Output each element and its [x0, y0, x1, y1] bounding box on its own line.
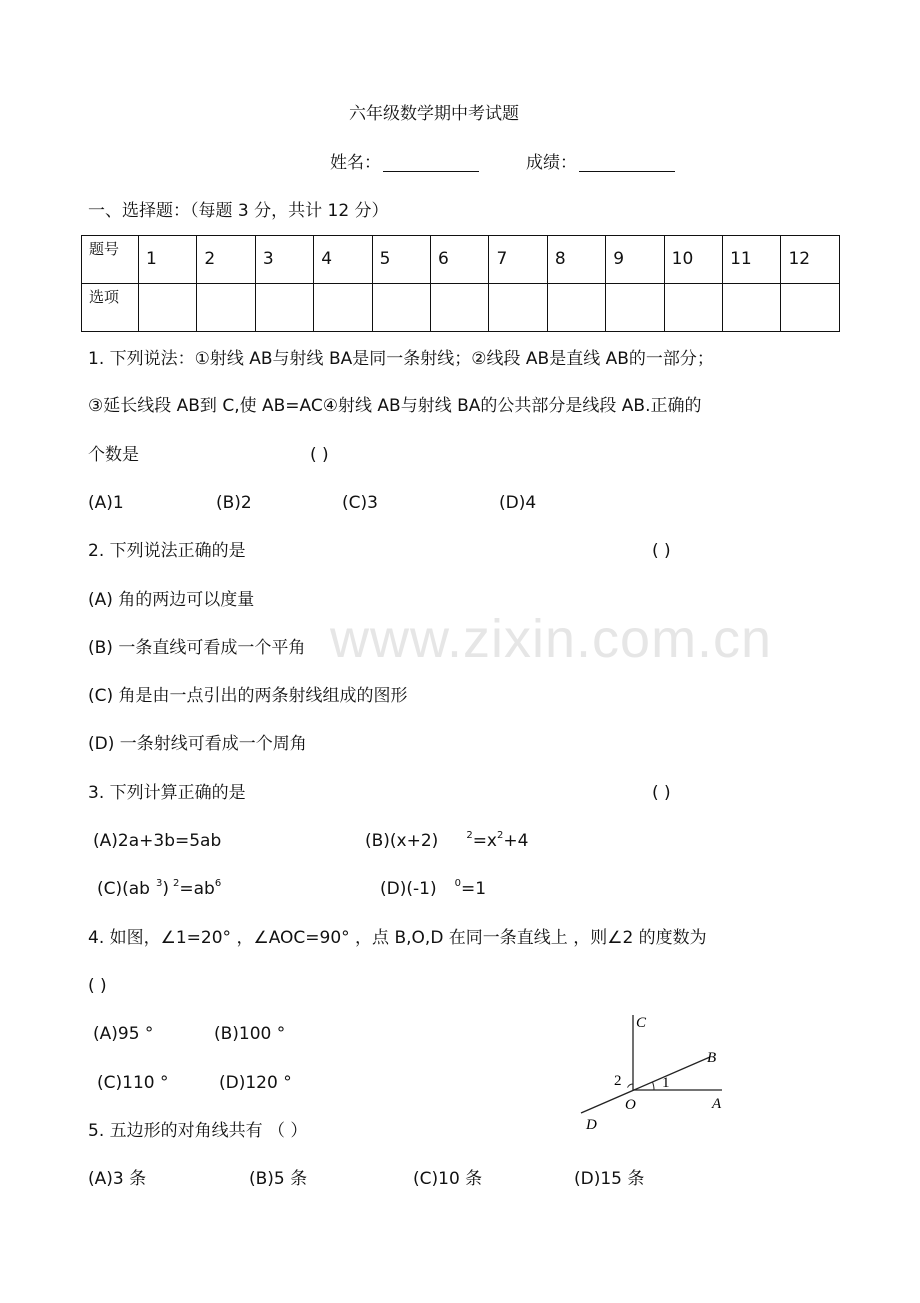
q1-option-d: (D)4: [499, 493, 537, 513]
q2-option-a: (A) 角的两边可以度量: [88, 590, 255, 610]
q4-line1: 4. 如图，∠1=20° ，∠AOC=90° ，点 B,O,D 在同一条直线上 ，则∠2 的度数为: [88, 928, 707, 948]
question-number-cell: 9: [606, 236, 664, 284]
q3-stem: 3. 下列计算正确的是: [88, 783, 246, 803]
q3-option-c-base: (C)(ab: [97, 879, 150, 899]
q3-option-c-exp2: 2: [173, 878, 180, 889]
line-bd: [581, 1057, 710, 1113]
q1-option-b: (B)2: [216, 493, 252, 513]
table-row: [82, 284, 840, 332]
q2-option-d: (D) 一条射线可看成一个周角: [88, 734, 307, 754]
answer-cell[interactable]: [197, 284, 255, 332]
score-label: 成绩：: [526, 153, 577, 173]
question-number-cell: 10: [664, 236, 722, 284]
question-number-cell: 12: [781, 236, 840, 284]
q3-option-a: (A)2a+3b=5ab: [93, 831, 222, 851]
answer-cell[interactable]: [781, 284, 840, 332]
answer-cell[interactable]: [255, 284, 313, 332]
question-number-cell: 7: [489, 236, 547, 284]
label-d: D: [586, 1117, 597, 1133]
q3-option-d-base: (D)(-1): [380, 879, 437, 899]
q3-option-c-exp1: 3: [155, 878, 163, 889]
question-number-cell: 3: [255, 236, 313, 284]
q3-option-b: [365, 830, 529, 851]
answer-cell[interactable]: [314, 284, 372, 332]
q1-answer-paren: ( ): [310, 445, 329, 465]
answer-cell[interactable]: [547, 284, 605, 332]
q4-answer-paren: ( ): [88, 976, 107, 996]
q5-stem: 5. 五边形的对角线共有 （ ）: [88, 1121, 308, 1141]
name-label: 姓名：: [330, 153, 381, 173]
label-angle-1: 1: [662, 1075, 670, 1091]
q3-option-b-exp2: 2: [497, 830, 504, 841]
q1-line2: ③延长线段 AB到 C,使 AB=AC④射线 AB与射线 BA的公共部分是线段 AB.正确的: [88, 396, 702, 416]
answer-cell[interactable]: [489, 284, 547, 332]
q1-line3: 个数是: [88, 445, 139, 465]
name-blank[interactable]: [383, 155, 479, 172]
q3-option-d-tail: =1: [460, 879, 487, 899]
row-label-option: 选项: [82, 284, 139, 332]
q5-option-a: (A)3 条: [88, 1169, 147, 1189]
q1-option-c: (C)3: [342, 493, 378, 513]
q2-option-b: (B) 一条直线可看成一个平角: [88, 638, 306, 658]
q2-stem: 2. 下列说法正确的是: [88, 541, 246, 561]
q5-option-d: (D)15 条: [574, 1169, 645, 1189]
label-a: A: [712, 1096, 722, 1112]
answer-cell[interactable]: [723, 284, 781, 332]
table-row: [82, 236, 840, 284]
answer-cell[interactable]: [431, 284, 489, 332]
question-number-cell: 11: [723, 236, 781, 284]
q5-option-c: (C)10 条: [413, 1169, 483, 1189]
q2-answer-paren: ( ): [652, 541, 671, 561]
row-label-number: 题号: [82, 236, 139, 284]
score-blank[interactable]: [579, 155, 675, 172]
angle-1-arc: [652, 1082, 654, 1090]
question-number-cell: 8: [547, 236, 605, 284]
q3-option-c-mid: =ab: [179, 879, 215, 899]
answer-cell[interactable]: [606, 284, 664, 332]
q3-option-c: [97, 878, 222, 899]
q1-option-a: (A)1: [88, 493, 124, 513]
q3-option-c-close: ): [162, 879, 169, 899]
label-o: O: [625, 1097, 636, 1113]
label-b: B: [707, 1050, 717, 1066]
q3-option-d: [380, 878, 487, 899]
answer-cell[interactable]: [139, 284, 197, 332]
answer-cell[interactable]: [372, 284, 430, 332]
q4-option-d: (D)120 °: [219, 1073, 292, 1093]
q3-option-b-tail: +4: [503, 831, 529, 851]
section-heading: 一、选择题：（每题 3 分，共计 12 分）: [88, 201, 389, 221]
answer-table: [81, 235, 840, 332]
q4-option-a: (A)95 °: [93, 1024, 154, 1044]
q2-option-c: (C) 角是由一点引出的两条射线组成的图形: [88, 686, 408, 706]
label-angle-2: 2: [614, 1073, 622, 1089]
question-number-cell: 4: [314, 236, 372, 284]
angle-figure: [570, 1005, 745, 1135]
q3-answer-paren: ( ): [652, 783, 671, 803]
watermark: www.zixin.com.cn: [330, 609, 773, 669]
question-number-cell: 6: [431, 236, 489, 284]
q5-option-b: (B)5 条: [249, 1169, 308, 1189]
q4-option-c: (C)110 °: [97, 1073, 169, 1093]
question-number-cell: 5: [372, 236, 430, 284]
q3-option-c-exp3: 6: [214, 878, 222, 889]
name-row: [330, 155, 479, 172]
q4-option-b: (B)100 °: [214, 1024, 286, 1044]
angle-2-arc: [628, 1084, 634, 1088]
q3-option-d-exp: 0: [454, 878, 461, 889]
exam-title: 六年级数学期中考试题: [349, 104, 519, 124]
score-row: [526, 155, 675, 172]
q3-option-b-exp1: 2: [466, 830, 473, 841]
q1-line1: 1. 下列说法：①射线 AB与射线 BA是同一条射线；②线段 AB是直线 AB的一部分；: [88, 349, 714, 369]
question-number-cell: 1: [139, 236, 197, 284]
question-number-cell: 2: [197, 236, 255, 284]
q3-option-b-base: (B)(x+2): [365, 831, 439, 851]
answer-cell[interactable]: [664, 284, 722, 332]
q3-option-b-mid: =x: [472, 831, 497, 851]
label-c: C: [636, 1015, 647, 1031]
